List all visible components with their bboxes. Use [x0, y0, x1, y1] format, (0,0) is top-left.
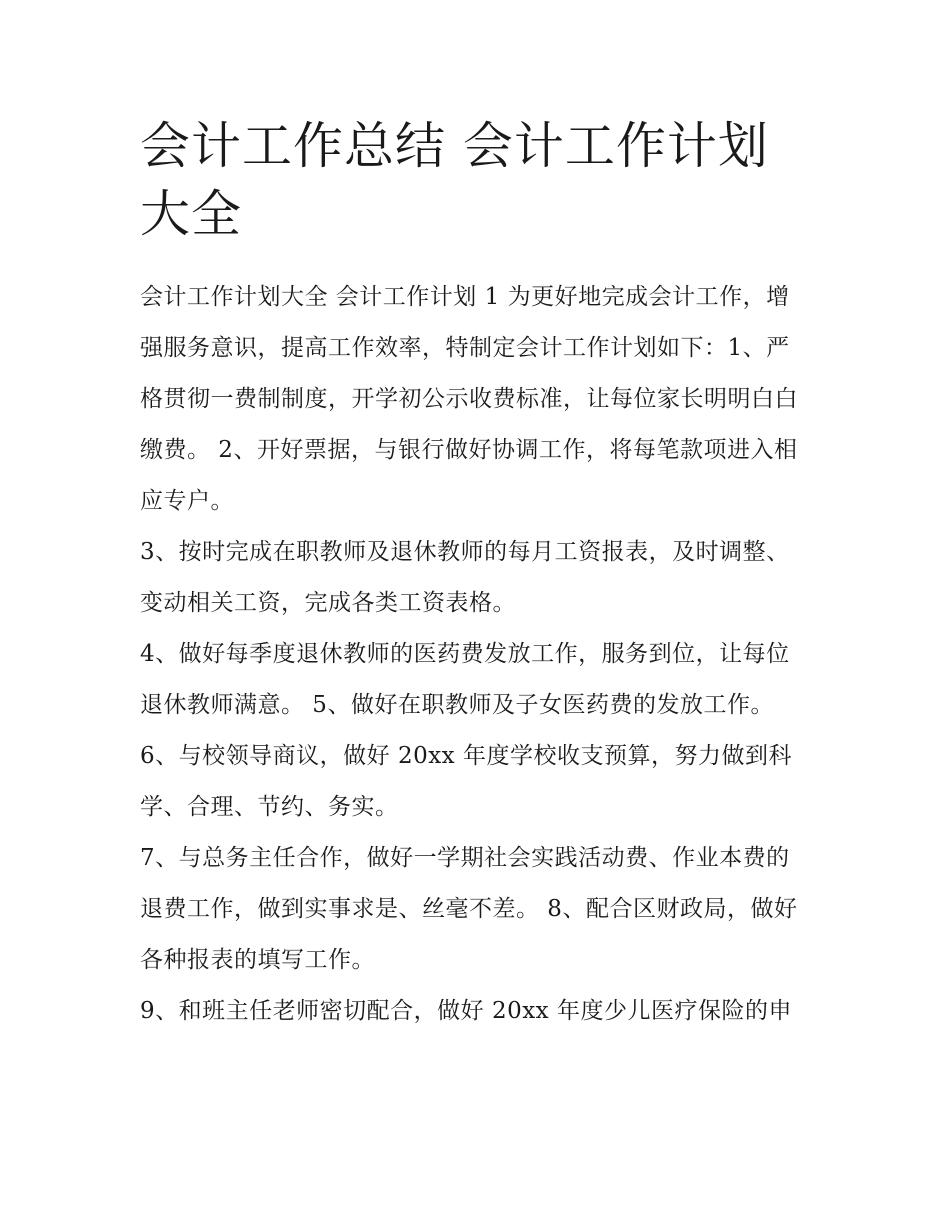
paragraph-3: 4、做好每季度退休教师的医药费发放工作，服务到位，让每位退休教师满意。 5、做好在职教师及子女医药费的发放工作。 [140, 641, 790, 718]
paragraph-1: 会计工作计划大全 会计工作计划 1 为更好地完成会计工作，增强服务意识，提高工作效率，特制定会计工作计划如下：1、严格贯彻一费制制度，开学初公示收费标准，让每位家长明明白白缴费。 2、开好票据，与银行做好协调工作，将每笔款项进入相应专户。 [140, 284, 798, 514]
document-title: 会计工作总结 会计工作计划大全 [140, 117, 769, 243]
paragraph-4: 6、与校领导商议，做好 20xx 年度学校收支预算，努力做到科学、合理、节约、务实。 [140, 743, 792, 820]
paragraph-2: 3、按时完成在职教师及退休教师的每月工资报表，及时调整、变动相关工资，完成各类工资表格。 [140, 539, 790, 616]
document-body [140, 112, 812, 1037]
paragraph-5: 7、与总务主任合作，做好一学期社会实践活动费、作业本费的退费工作，做到实事求是、丝毫不差。 8、配合区财政局，做好各种报表的填写工作。 [140, 845, 798, 973]
paragraph-6: 9、和班主任老师密切配合，做好 20xx 年度少儿医疗保险的申 [140, 998, 792, 1024]
